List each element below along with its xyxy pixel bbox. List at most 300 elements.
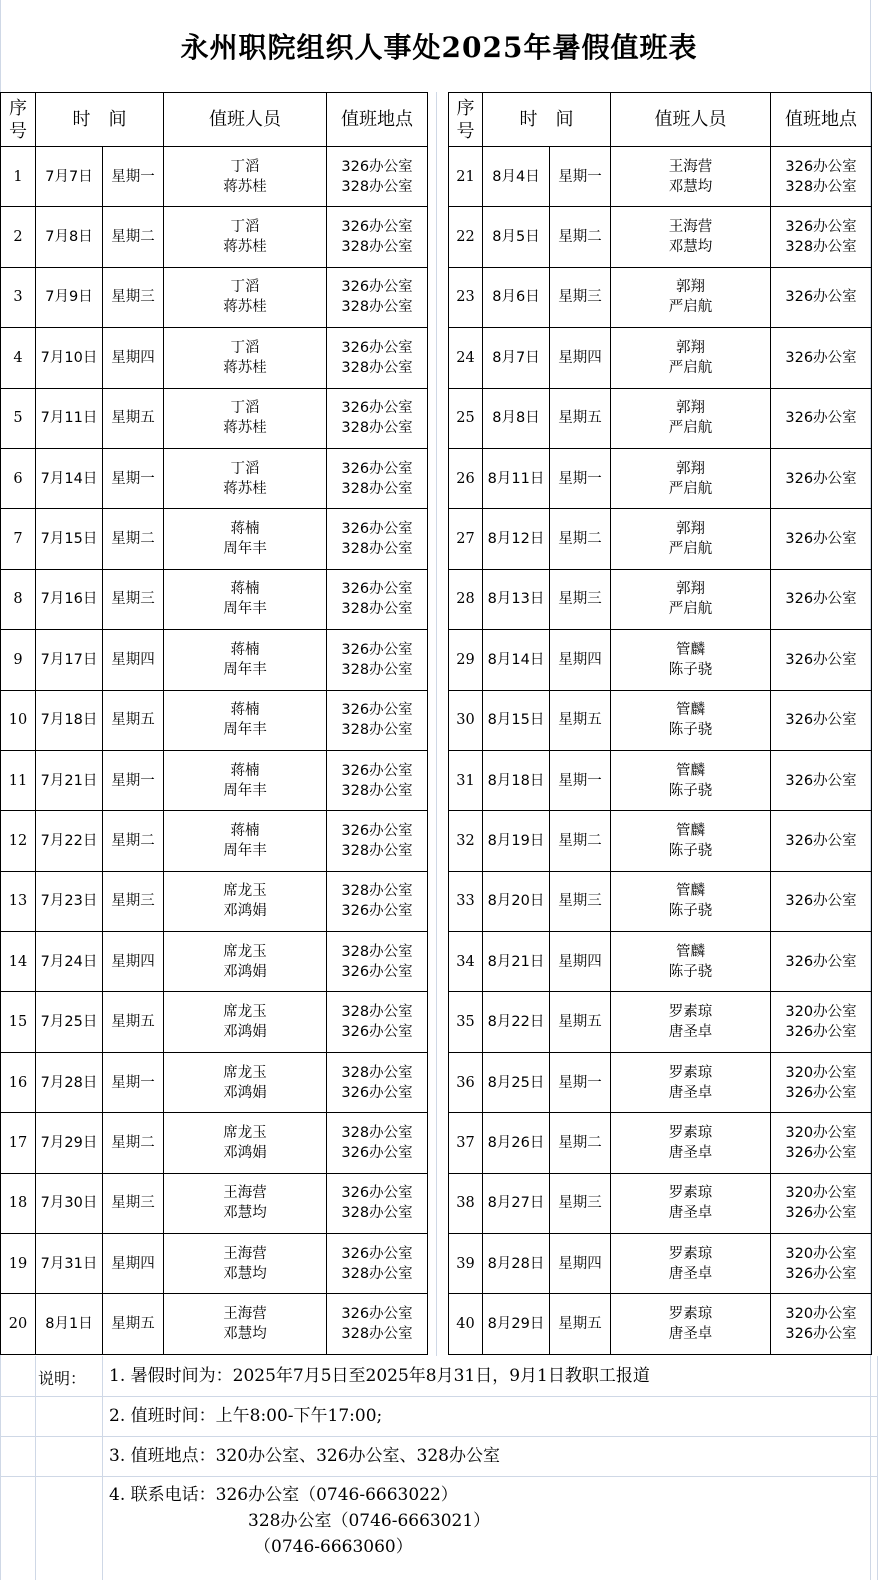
location-name: 320办公室 (785, 1064, 857, 1081)
row-location (771, 569, 872, 629)
table-row (1, 750, 428, 810)
location-name: 326办公室 (785, 289, 857, 306)
staff-name: 严启航 (668, 541, 713, 558)
staff-name: 陈子骁 (668, 722, 713, 739)
location-name: 328办公室 (341, 883, 413, 900)
row-location (771, 388, 872, 448)
table-row (449, 1234, 872, 1294)
location-name: 326办公室 (785, 1144, 857, 1161)
row-date: 7月18日 (36, 690, 103, 750)
table-row (1, 1173, 428, 1233)
location-name: 326办公室 (341, 702, 413, 719)
row-staff (611, 448, 771, 508)
table-row (1, 448, 428, 508)
row-staff (164, 932, 327, 992)
row-date: 7月21日 (36, 750, 103, 810)
staff-name: 蒋楠 (230, 521, 260, 538)
staff-name: 严启航 (668, 420, 713, 437)
row-staff (611, 328, 771, 388)
header-seq (1, 93, 36, 147)
row-seq: 35 (449, 992, 483, 1052)
row-seq: 16 (1, 1052, 36, 1112)
row-location (771, 207, 872, 267)
location-name: 328办公室 (341, 239, 413, 256)
header-staff: 值班人员 (164, 93, 327, 147)
note-item-2: 2. 值班时间：上午8:00-下午17:00; (109, 1406, 383, 1426)
row-seq: 15 (1, 992, 36, 1052)
row-date: 8月22日 (483, 992, 550, 1052)
table-row (449, 448, 872, 508)
row-location (327, 630, 428, 690)
row-date: 8月15日 (483, 690, 550, 750)
location-name: 328办公室 (341, 1205, 413, 1222)
table-row (449, 1294, 872, 1354)
row-staff (164, 811, 327, 871)
staff-name: 周年丰 (223, 601, 267, 618)
header-seq-line1: 序 (9, 97, 27, 119)
row-seq: 14 (1, 932, 36, 992)
staff-name: 罗素琼 (668, 1124, 713, 1141)
row-weekday: 星期五 (103, 1294, 164, 1354)
location-name: 326办公室 (785, 893, 857, 910)
note-row-2 (0, 1396, 878, 1437)
staff-name: 陈子骁 (668, 842, 713, 859)
row-weekday: 星期一 (103, 750, 164, 810)
header-seq-line2: 号 (9, 120, 27, 142)
row-date: 8月25日 (483, 1052, 550, 1112)
row-staff (164, 1052, 327, 1112)
row-staff (611, 569, 771, 629)
row-staff (164, 1294, 327, 1354)
location-name: 328办公室 (341, 842, 413, 859)
row-location (327, 509, 428, 569)
location-name: 328办公室 (341, 661, 413, 678)
location-name: 326办公室 (785, 651, 857, 668)
row-location (771, 1234, 872, 1294)
staff-name: 唐圣卓 (668, 1084, 713, 1101)
row-seq: 38 (449, 1173, 483, 1233)
staff-name: 蒋苏桂 (223, 299, 267, 316)
row-location (771, 932, 872, 992)
staff-name: 王海营 (668, 219, 713, 236)
row-staff (164, 207, 327, 267)
row-seq: 22 (449, 207, 483, 267)
row-weekday: 星期三 (550, 267, 611, 327)
staff-name: 邓鸿娟 (223, 1084, 267, 1101)
table-row (1, 630, 428, 690)
staff-name: 蒋楠 (230, 822, 260, 839)
row-date: 7月22日 (36, 811, 103, 871)
table-row (449, 811, 872, 871)
row-location (327, 932, 428, 992)
row-weekday: 星期三 (550, 871, 611, 931)
row-location (771, 992, 872, 1052)
location-name: 326办公室 (341, 279, 413, 296)
row-seq: 39 (449, 1234, 483, 1294)
row-location (327, 207, 428, 267)
row-staff (611, 509, 771, 569)
table-row (1, 690, 428, 750)
row-seq: 34 (449, 932, 483, 992)
staff-name: 席龙玉 (223, 883, 267, 900)
row-weekday: 星期一 (550, 750, 611, 810)
row-staff (164, 750, 327, 810)
location-name: 328办公室 (341, 722, 413, 739)
location-name: 326办公室 (341, 219, 413, 236)
row-weekday: 星期二 (103, 207, 164, 267)
location-name: 326办公室 (785, 531, 857, 548)
row-weekday: 星期一 (103, 448, 164, 508)
row-location (771, 509, 872, 569)
location-name: 326办公室 (785, 1205, 857, 1222)
table-row (449, 509, 872, 569)
note-item-4: 4. 联系电话：326办公室（0746-6663022） (109, 1485, 458, 1505)
row-date: 8月29日 (483, 1294, 550, 1354)
table-header-row (1, 93, 428, 147)
location-name: 326办公室 (341, 460, 413, 477)
row-staff (611, 690, 771, 750)
location-name: 326办公室 (341, 339, 413, 356)
row-staff (164, 147, 327, 207)
location-name: 326办公室 (785, 832, 857, 849)
row-seq: 19 (1, 1234, 36, 1294)
row-location (771, 630, 872, 690)
row-seq: 9 (1, 630, 36, 690)
row-staff (611, 147, 771, 207)
row-location (771, 1173, 872, 1233)
table-row (1, 328, 428, 388)
row-weekday: 星期二 (550, 207, 611, 267)
row-weekday: 星期五 (550, 690, 611, 750)
location-name: 326办公室 (785, 1024, 857, 1041)
table-row (1, 1234, 428, 1294)
location-name: 328办公室 (341, 943, 413, 960)
row-location (327, 690, 428, 750)
row-location (327, 811, 428, 871)
row-date: 8月18日 (483, 750, 550, 810)
row-weekday: 星期二 (103, 1113, 164, 1173)
staff-name: 严启航 (668, 601, 713, 618)
staff-name: 郭翔 (676, 581, 705, 598)
row-weekday: 星期三 (103, 267, 164, 327)
location-name: 326办公室 (785, 953, 857, 970)
row-weekday: 星期二 (103, 811, 164, 871)
table-row (449, 569, 872, 629)
table-row (1, 992, 428, 1052)
location-name: 320办公室 (785, 1245, 857, 1262)
row-staff (611, 207, 771, 267)
staff-name: 王海营 (223, 1245, 267, 1262)
row-seq: 37 (449, 1113, 483, 1173)
staff-name: 丁滔 (230, 158, 260, 175)
row-location (327, 448, 428, 508)
row-location (771, 1052, 872, 1112)
row-date: 8月28日 (483, 1234, 550, 1294)
staff-name: 罗素琼 (668, 1004, 713, 1021)
staff-name: 蒋苏桂 (223, 178, 267, 195)
location-name: 328办公室 (341, 359, 413, 376)
row-weekday: 星期一 (103, 1052, 164, 1112)
staff-name: 丁滔 (230, 400, 260, 417)
table-row (449, 630, 872, 690)
row-staff (611, 1294, 771, 1354)
table-row (1, 207, 428, 267)
staff-name: 蒋苏桂 (223, 480, 267, 497)
location-name: 326办公室 (341, 1024, 413, 1041)
location-name: 328办公室 (341, 178, 413, 195)
header-seq-line2: 号 (456, 120, 475, 142)
location-name: 326办公室 (785, 591, 857, 608)
staff-name: 唐圣卓 (668, 1265, 713, 1282)
row-location (327, 569, 428, 629)
row-date: 8月14日 (483, 630, 550, 690)
location-name: 320办公室 (785, 1004, 857, 1021)
note-phone-328: 328办公室（0746-6663021） (248, 1511, 491, 1531)
row-staff (611, 871, 771, 931)
location-name: 326办公室 (341, 521, 413, 538)
location-name: 326办公室 (341, 1245, 413, 1262)
row-seq: 36 (449, 1052, 483, 1112)
row-staff (611, 932, 771, 992)
row-date: 7月23日 (36, 871, 103, 931)
table-row (449, 328, 872, 388)
row-seq: 3 (1, 267, 36, 327)
location-name: 328办公室 (341, 541, 413, 558)
staff-name: 唐圣卓 (668, 1205, 713, 1222)
row-weekday: 星期四 (103, 630, 164, 690)
staff-name: 丁滔 (230, 279, 260, 296)
row-location (771, 147, 872, 207)
table-row (449, 690, 872, 750)
table-row (449, 147, 872, 207)
page-title: 永州职院组织人事处2025年暑假值班表 (180, 31, 698, 64)
row-weekday: 星期四 (103, 1234, 164, 1294)
row-weekday: 星期一 (550, 1052, 611, 1112)
table-row (1, 1052, 428, 1112)
row-date: 7月25日 (36, 992, 103, 1052)
location-name: 326办公室 (341, 822, 413, 839)
row-staff (611, 750, 771, 810)
note-row-1 (0, 1356, 878, 1397)
staff-name: 丁滔 (230, 219, 260, 236)
row-weekday: 星期三 (103, 569, 164, 629)
location-name: 328办公室 (341, 601, 413, 618)
location-name: 320办公室 (785, 1306, 857, 1323)
staff-name: 周年丰 (223, 722, 267, 739)
row-staff (164, 1113, 327, 1173)
row-seq: 24 (449, 328, 483, 388)
staff-name: 周年丰 (223, 541, 267, 558)
staff-name: 蒋楠 (230, 762, 260, 779)
table-row (1, 871, 428, 931)
table-row (449, 1113, 872, 1173)
staff-name: 管麟 (676, 883, 705, 900)
row-location (327, 1234, 428, 1294)
row-staff (611, 1052, 771, 1112)
staff-name: 王海营 (223, 1185, 267, 1202)
location-name: 326办公室 (785, 219, 857, 236)
row-staff (611, 1113, 771, 1173)
location-name: 328办公室 (785, 178, 857, 195)
location-name: 326办公室 (785, 1326, 857, 1343)
staff-name: 严启航 (668, 359, 713, 376)
row-location (327, 871, 428, 931)
staff-name: 丁滔 (230, 339, 260, 356)
location-name: 328办公室 (341, 480, 413, 497)
location-name: 326办公室 (341, 581, 413, 598)
location-name: 326办公室 (785, 158, 857, 175)
row-weekday: 星期四 (550, 630, 611, 690)
row-weekday: 星期五 (550, 388, 611, 448)
staff-name: 蒋楠 (230, 702, 260, 719)
row-seq: 1 (1, 147, 36, 207)
location-name: 328办公室 (341, 299, 413, 316)
table-row (1, 267, 428, 327)
row-location (327, 267, 428, 327)
row-weekday: 星期三 (103, 1173, 164, 1233)
note-item-3: 3. 值班地点：320办公室、326办公室、328办公室 (109, 1446, 500, 1466)
location-name: 326办公室 (341, 1306, 413, 1323)
staff-name: 席龙玉 (223, 943, 267, 960)
location-name: 328办公室 (341, 1124, 413, 1141)
row-staff (164, 328, 327, 388)
row-location (327, 1113, 428, 1173)
table-row (1, 147, 428, 207)
row-date: 8月11日 (483, 448, 550, 508)
row-date: 7月30日 (36, 1173, 103, 1233)
staff-name: 管麟 (676, 943, 705, 960)
staff-name: 席龙玉 (223, 1124, 267, 1141)
notes-label: 说明： (38, 1369, 87, 1388)
staff-name: 罗素琼 (668, 1185, 713, 1202)
staff-name: 周年丰 (223, 661, 267, 678)
staff-name: 郭翔 (676, 460, 705, 477)
row-date: 8月13日 (483, 569, 550, 629)
row-seq: 25 (449, 388, 483, 448)
table-row (1, 932, 428, 992)
row-weekday: 星期五 (550, 1294, 611, 1354)
staff-name: 邓慧均 (223, 1205, 267, 1222)
staff-name: 邓鸿娟 (223, 1024, 267, 1041)
staff-name: 严启航 (668, 480, 713, 497)
row-weekday: 星期三 (550, 569, 611, 629)
staff-name: 王海营 (223, 1306, 267, 1323)
row-staff (611, 992, 771, 1052)
row-weekday: 星期二 (103, 509, 164, 569)
staff-name: 丁滔 (230, 460, 260, 477)
row-staff (164, 509, 327, 569)
row-location (771, 871, 872, 931)
row-location (771, 1113, 872, 1173)
staff-name: 郭翔 (676, 400, 705, 417)
table-row (449, 207, 872, 267)
staff-name: 陈子骁 (668, 903, 713, 920)
row-weekday: 星期一 (550, 147, 611, 207)
staff-name: 邓慧均 (223, 1265, 267, 1282)
sheet-gap-line (436, 92, 437, 1356)
row-seq: 13 (1, 871, 36, 931)
location-name: 326办公室 (785, 1084, 857, 1101)
row-weekday: 星期三 (103, 871, 164, 931)
row-date: 7月8日 (36, 207, 103, 267)
row-staff (164, 871, 327, 931)
row-date: 7月9日 (36, 267, 103, 327)
row-date: 7月31日 (36, 1234, 103, 1294)
location-name: 320办公室 (785, 1185, 857, 1202)
row-date: 8月6日 (483, 267, 550, 327)
table-row (1, 509, 428, 569)
staff-name: 郭翔 (676, 521, 705, 538)
table-row (449, 871, 872, 931)
row-date: 8月19日 (483, 811, 550, 871)
location-name: 326办公室 (341, 963, 413, 980)
row-staff (611, 1173, 771, 1233)
table-row (449, 1173, 872, 1233)
row-staff (611, 1234, 771, 1294)
table-row (1, 1294, 428, 1354)
row-seq: 28 (449, 569, 483, 629)
row-weekday: 星期四 (550, 328, 611, 388)
staff-name: 唐圣卓 (668, 1144, 713, 1161)
row-date: 8月12日 (483, 509, 550, 569)
row-location (327, 1294, 428, 1354)
location-name: 328办公室 (341, 1004, 413, 1021)
staff-name: 管麟 (676, 641, 705, 658)
header-staff: 值班人员 (611, 93, 771, 147)
header-location: 值班地点 (771, 93, 872, 147)
table-row (449, 388, 872, 448)
row-weekday: 星期四 (550, 1234, 611, 1294)
location-name: 328办公室 (341, 1326, 413, 1343)
table-row (1, 811, 428, 871)
staff-name: 邓慧均 (668, 178, 713, 195)
staff-name: 管麟 (676, 702, 705, 719)
row-location (327, 1052, 428, 1112)
location-name: 326办公室 (341, 400, 413, 417)
staff-name: 陈子骁 (668, 963, 713, 980)
row-seq: 11 (1, 750, 36, 810)
row-weekday: 星期四 (550, 932, 611, 992)
staff-name: 罗素琼 (668, 1064, 713, 1081)
location-name: 326办公室 (341, 158, 413, 175)
row-date: 8月5日 (483, 207, 550, 267)
row-location (771, 690, 872, 750)
table-row (449, 1052, 872, 1112)
location-name: 328办公室 (341, 782, 413, 799)
location-name: 326办公室 (785, 712, 857, 729)
row-seq: 40 (449, 1294, 483, 1354)
staff-name: 席龙玉 (223, 1004, 267, 1021)
row-weekday: 星期三 (550, 1173, 611, 1233)
row-date: 7月16日 (36, 569, 103, 629)
row-date: 8月26日 (483, 1113, 550, 1173)
row-location (771, 448, 872, 508)
staff-name: 陈子骁 (668, 782, 713, 799)
header-location: 值班地点 (327, 93, 428, 147)
notes-section (0, 1356, 878, 1580)
row-staff (164, 267, 327, 327)
row-staff (611, 388, 771, 448)
row-seq: 4 (1, 328, 36, 388)
row-staff (611, 267, 771, 327)
row-seq: 8 (1, 569, 36, 629)
row-date: 8月8日 (483, 388, 550, 448)
row-staff (164, 448, 327, 508)
note-row-3 (0, 1436, 878, 1477)
staff-name: 周年丰 (223, 842, 267, 859)
row-date: 7月10日 (36, 328, 103, 388)
row-weekday: 星期一 (103, 147, 164, 207)
